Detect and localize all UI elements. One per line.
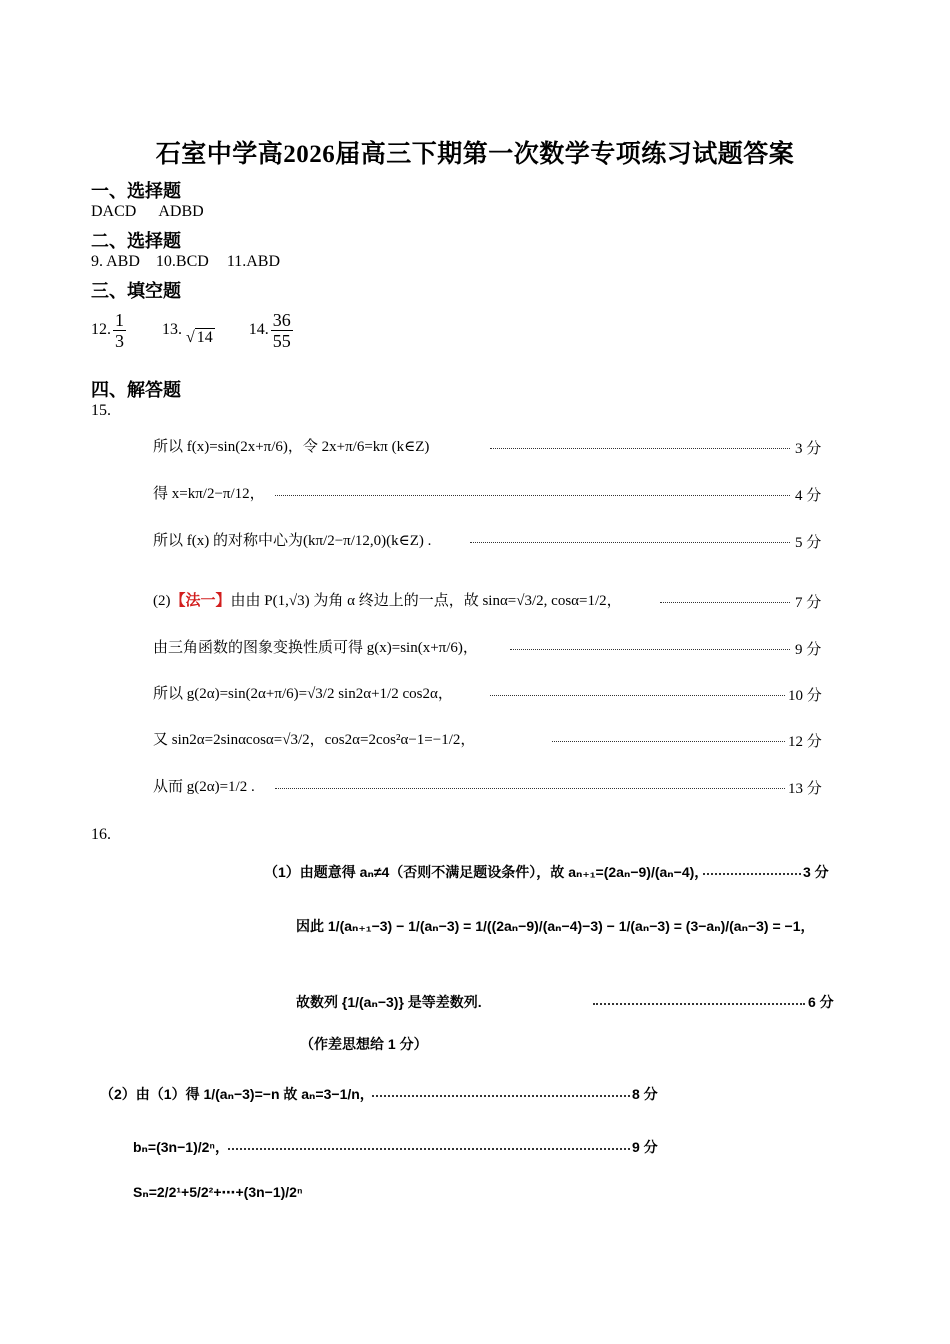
points-label: 3 分 — [803, 864, 829, 880]
q15-line-8: 从而 g(2α)=1/2 . — [153, 779, 255, 795]
points-label: 12 分 — [788, 734, 822, 750]
dot-leader — [490, 448, 790, 449]
dot-leader — [470, 542, 790, 543]
dot-leader — [703, 873, 801, 875]
section-heading-multi-choice: 二、选择题 — [91, 231, 181, 251]
section-heading-fill: 三、填空题 — [91, 281, 181, 301]
q15-line-4 — [153, 589, 622, 610]
numerator: 36 — [272, 310, 291, 330]
section-heading-solution: 四、解答题 — [91, 380, 181, 400]
q16-line-1: （1）由题意得 aₙ≠4（否则不满足题设条件），故 aₙ₊₁=(2aₙ−9)/(aₙ−4)， — [264, 864, 709, 880]
q16-line-3: 故数列 {1/(aₙ−3)} 是等差数列. — [296, 994, 482, 1010]
dot-leader — [510, 649, 790, 650]
answer-12-label: 12. — [91, 321, 111, 339]
dot-leader — [660, 602, 790, 603]
answer-14-label: 14. — [248, 321, 269, 339]
answer-11: 11.ABD — [226, 253, 280, 270]
points-label: 7 分 — [795, 595, 822, 611]
q16-line-7: Sₙ=2/2¹+5/2²+⋯+(3n−1)/2ⁿ — [133, 1184, 303, 1200]
points-label: 4 分 — [795, 488, 822, 504]
choice-answer-group: ADBD — [158, 203, 204, 220]
dot-leader — [275, 788, 785, 789]
section-heading-choice: 一、选择题 — [91, 181, 181, 201]
q15-line-2: 得 x=kπ/2−π/12， — [153, 486, 265, 502]
points-label: 5 分 — [795, 535, 822, 551]
points-label: 8 分 — [632, 1086, 658, 1102]
q16-line-6: bₙ=(3n−1)/2ⁿ， — [133, 1139, 229, 1155]
q15-line-6: 所以 g(2α)=sin(2α+π/6)=√3/2 sin2α+1/2 cos2α， — [153, 686, 453, 702]
multi-choice-answers — [91, 253, 280, 271]
answer-14-fraction — [271, 310, 293, 351]
points-label: 3 分 — [795, 441, 822, 457]
choice-answer-group: DACD — [91, 203, 137, 220]
answer-13-sqrt: √ 14 — [186, 329, 213, 347]
dot-leader — [372, 1095, 630, 1097]
dot-leader — [228, 1148, 630, 1150]
points-label: 10 分 — [788, 688, 822, 704]
answer-9: 9. ABD — [91, 253, 140, 270]
q15-line-7: 又 sin2α=2sinαcosα=√3/2，cos2α=2cos²α−1=−1/2， — [153, 732, 476, 748]
fill-answers — [91, 310, 295, 351]
q15-label: 15. — [91, 402, 111, 419]
answer-12-fraction — [113, 310, 126, 351]
points-label: 9 分 — [632, 1139, 658, 1155]
points-label: 9 分 — [795, 642, 822, 658]
denominator: 3 — [115, 331, 124, 351]
radicand: 14 — [196, 329, 213, 347]
dot-leader — [552, 741, 785, 742]
q15-line-5: 由三角函数的图象变换性质可得 g(x)=sin(x+π/6)， — [153, 640, 478, 656]
points-label: 6 分 — [808, 994, 834, 1010]
part-label: (2) — [153, 593, 171, 609]
choice-answers — [91, 203, 204, 221]
page-title: 石室中学高2026届高三下期第一次数学专项练习试题答案 — [155, 141, 795, 168]
dot-leader — [275, 495, 790, 496]
dot-leader — [593, 1003, 805, 1005]
answer-13-label: 13. — [162, 321, 182, 339]
method-tag: 【法一】 — [170, 593, 231, 609]
points-label: 13 分 — [788, 781, 822, 797]
q16-line-2: 因此 1/(aₙ₊₁−3) − 1/(aₙ−3) = 1/((2aₙ−9)/(aₙ−4)−3) − 1/(aₙ−3) = (3−aₙ)/(aₙ−3) = −1， — [296, 918, 815, 934]
q16-label: 16. — [91, 826, 111, 843]
dot-leader — [490, 695, 785, 696]
q15-line-3: 所以 f(x) 的对称中心为(kπ/2−π/12,0)(k∈Z) . — [153, 533, 432, 549]
line-text: 由由 P(1,√3) 为角 α 终边上的一点，故 sinα=√3/2, cosα=1/2， — [230, 593, 622, 609]
q16-line-5: （2）由（1）得 1/(aₙ−3)=−n 故 aₙ=3−1/n， — [100, 1086, 374, 1102]
answer-10: 10.BCD — [155, 253, 209, 270]
q16-note: （作差思想给 1 分） — [300, 1036, 428, 1052]
numerator: 1 — [115, 310, 124, 330]
denominator: 55 — [272, 331, 291, 351]
q15-line-1: 所以 f(x)=sin(2x+π/6)，令 2x+π/6=kπ (k∈Z) — [153, 439, 430, 455]
